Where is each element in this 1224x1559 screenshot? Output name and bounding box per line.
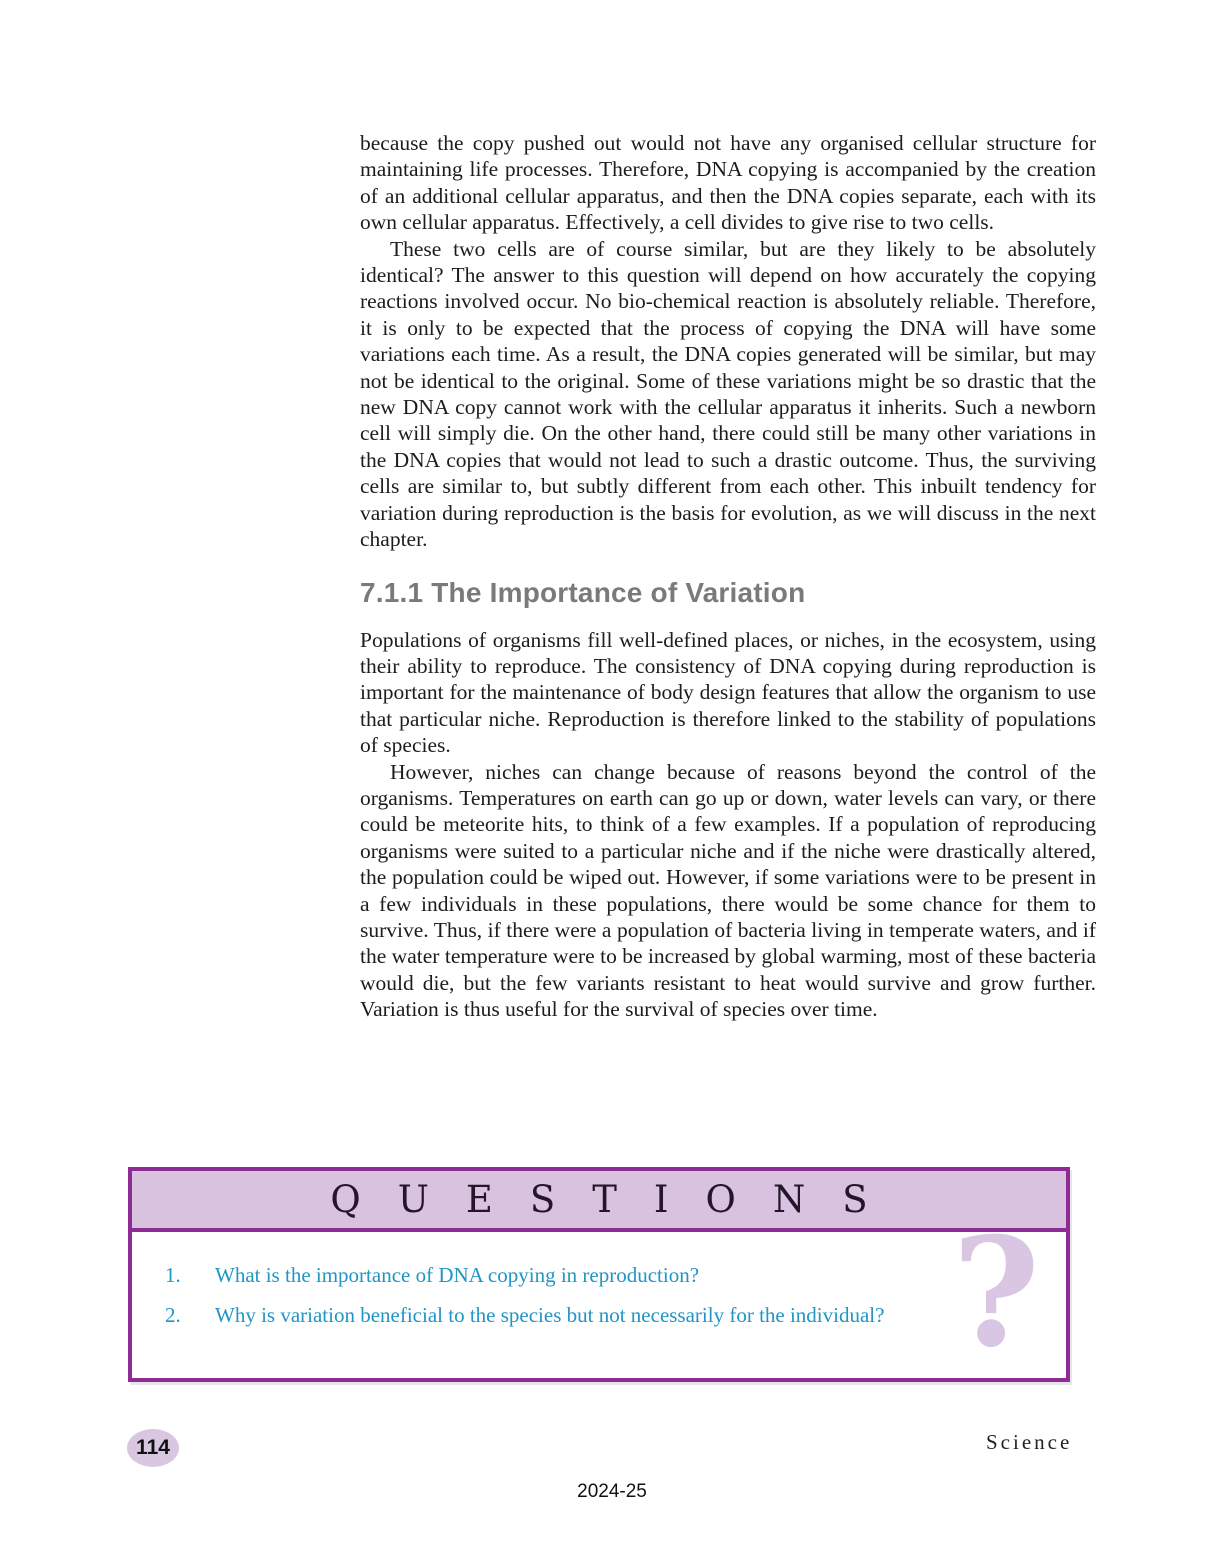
questions-box	[128, 1167, 1070, 1382]
questions-box-body	[132, 1205, 1066, 1381]
questions-box-header	[132, 1171, 1066, 1232]
paragraph: These two cells are of course similar, but are they likely to be absolutely identical? The answer to this question will depend on how accurately the copying reactions involved occur. No bio-chemical reaction is absolutely reliable. Therefore, it is only to be expected that the process of copying the DNA will have some variations each time. As a result, the DNA copies generated will be similar, but may not be identical to the original. Some of these variations might be so drastic that the new DNA copy cannot work with the cellular apparatus it inherits. Such a newborn cell will simply die. On the other hand, there could still be many other variations in the DNA copies that would not lead to such a drastic outcome. Thus, the surviving cells are similar to, but subtly different from each other. This inbuilt tendency for variation during reproduction is the basis for evolution, as we will discuss in the next chapter.	[360, 236, 1096, 552]
question-text: What is the importance of DNA copying in reproduction?	[215, 1263, 700, 1287]
question-number: 1.	[165, 1263, 181, 1287]
paragraph: However, niches can change because of reasons beyond the control of the organisms. Temperatures on earth can go up or down, water levels can vary, or there could be meteorite hits, to think of a few examples. If a population of reproducing organisms were suited to a particular niche and if the niche were drastically altered, the population could be wiped out. However, if some variations were to be present in a few individuals in these populations, there would be some chance for them to survive. Thus, if there were a population of bacteria living in temperate waters, and if the water temperature were to be increased by global warming, most of these bacteria would die, but the few variants resistant to heat would survive and grow further. Variation is thus useful for the survival of species over time.	[360, 759, 1096, 1022]
question-item	[165, 1262, 1066, 1289]
page-number-badge	[127, 1429, 179, 1467]
question-number: 2.	[165, 1303, 181, 1327]
paragraph: Populations of organisms fill well-defined places, or niches, in the ecosystem, using their ability to reproduce. The consistency of DNA copying during reproduction is important for the maintenance of body design features that allow the organism to use that particular niche. Reproduction is therefore linked to the stability of populations of species.	[360, 627, 1096, 758]
paragraph: because the copy pushed out would not have any organised cellular structure for maintaining life processes. Therefore, DNA copying is accompanied by the creation of an additional cellular apparatus, and then the DNA copies separate, each with its own cellular apparatus. Effectively, a cell divides to give rise to two cells.	[360, 131, 1096, 235]
book-title: Science	[986, 1430, 1073, 1454]
question-item	[165, 1302, 1066, 1329]
article-body	[360, 130, 1096, 1023]
section-heading: 7.1.1 The Importance of Variation	[360, 576, 806, 608]
session-label: 2024-25	[577, 1481, 647, 1502]
question-text: Why is variation beneficial to the species but not necessarily for the individual?	[215, 1303, 885, 1327]
question-mark-icon: ?	[952, 1205, 1040, 1381]
page-number: 114	[136, 1436, 170, 1459]
questions-box-title: QUESTIONS	[330, 1178, 905, 1221]
